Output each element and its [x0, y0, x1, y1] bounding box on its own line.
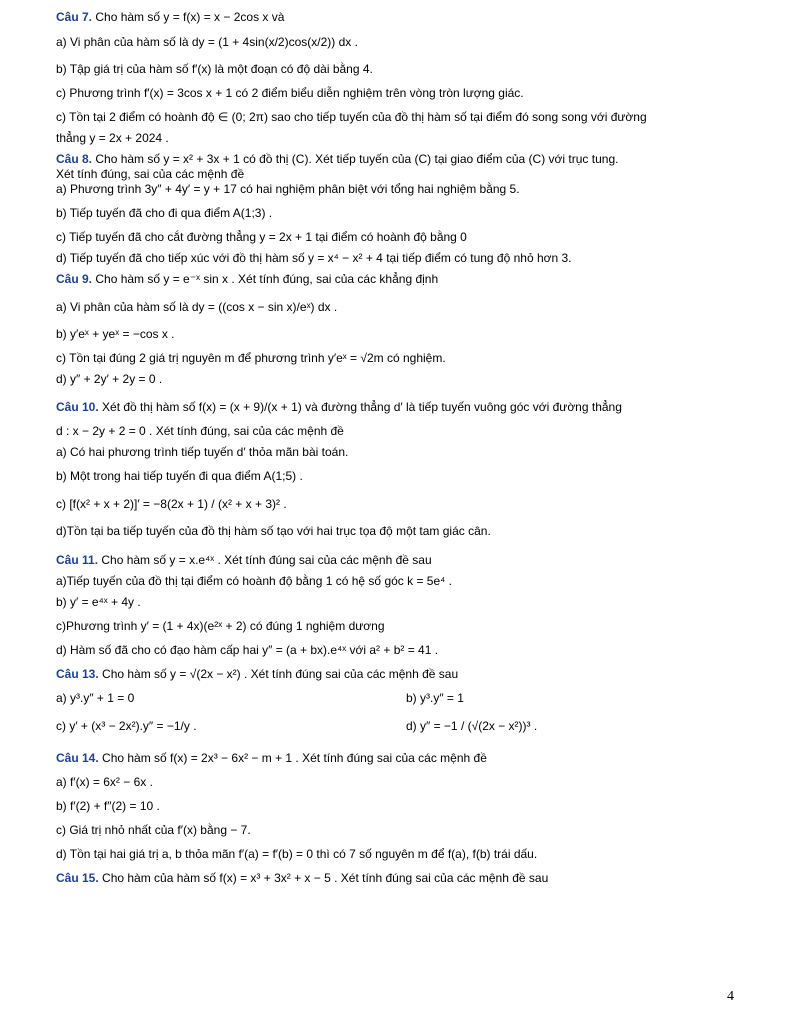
- q13-row2: [56, 715, 746, 737]
- q14-label: Câu 14.: [56, 751, 99, 765]
- q8-d: d) Tiếp tuyến đã cho tiếp xúc với đồ thị hàm số y = x⁴ − x² + 4 tại tiếp điểm có tung độ nhỏ hơn 3.: [56, 251, 572, 265]
- page-number: 4: [727, 989, 734, 1004]
- q13-a: a) y³.y″ + 1 = 0: [56, 691, 135, 705]
- q7-label: Câu 7.: [56, 10, 93, 24]
- q10-b: b) Một trong hai tiếp tuyến đi qua điểm A(1;5) .: [56, 469, 303, 483]
- q9-stem: Câu 9. Cho hàm số y = e⁻ˣ sin x . Xét tính đúng, sai của các khẳng định: [56, 272, 439, 286]
- q7-c2: c) Tồn tại 2 điểm có hoành độ ∈ (0; 2π) sao cho tiếp tuyến của đồ thị hàm số tại điểm đó song song với đường: [56, 110, 647, 124]
- q11-d: d) Hàm số đã cho có đạo hàm cấp hai y″ = (a + bx).e⁴ˣ với a² + b² = 41 .: [56, 643, 439, 657]
- q11-b: b) y′ = e⁴ˣ + 4y .: [56, 595, 141, 609]
- q8-b: b) Tiếp tuyến đã cho đi qua điểm A(1;3) .: [56, 206, 273, 220]
- q9-b: b) y′eˣ + yeˣ = −cos x .: [56, 327, 175, 341]
- q14-c: c) Giá trị nhỏ nhất của f′(x) bằng − 7.: [56, 823, 251, 837]
- q13-b: b) y³.y″ = 1: [406, 691, 464, 705]
- q13-row1: [56, 691, 746, 706]
- q7-c2-cont: thẳng y = 2x + 2024 .: [56, 131, 169, 145]
- q14-d: d) Tồn tại hai giá trị a, b thỏa mãn f′(a) = f′(b) = 0 thì có 7 số nguyên m để f(a), f(b) trái dấu.: [56, 847, 538, 861]
- q11-c: c)Phương trình y′ = (1 + 4x)(e²ˣ + 2) có đúng 1 nghiệm dương: [56, 619, 385, 633]
- q9-c: c) Tồn tại đúng 2 giá trị nguyên m để phương trình y′eˣ = √2m có nghiệm.: [56, 351, 446, 365]
- q11-label: Câu 11.: [56, 553, 99, 567]
- q7-stem: Câu 7. Cho hàm số y = f(x) = x − 2cos x và: [56, 10, 285, 24]
- q13-label: Câu 13.: [56, 667, 99, 681]
- q8-stem: Câu 8. Cho hàm số y = x² + 3x + 1 có đồ thị (C). Xét tiếp tuyến của (C) tại giao điểm của (C) với trục tung.: [56, 152, 619, 166]
- q8-label: Câu 8.: [56, 152, 93, 166]
- q9-a: a) Vi phân của hàm số là dy = ((cos x − sin x)/eˣ) dx .: [56, 300, 338, 314]
- q9-label: Câu 9.: [56, 272, 93, 286]
- q7-a: a) Vi phân của hàm số là dy = (1 + 4sin(x/2)cos(x/2)) dx .: [56, 35, 358, 49]
- q13-stem: Câu 13. Cho hàm số y = √(2x − x²) . Xét tính đúng sai của các mệnh đề sau: [56, 667, 459, 681]
- q15-stem: Câu 15. Cho hàm của hàm số f(x) = x³ + 3x² + x − 5 . Xét tính đúng sai của các mệnh đề sau: [56, 871, 549, 885]
- q14-b: b) f′(2) + f″(2) = 10 .: [56, 799, 160, 813]
- q7-c: c) Phương trình f′(x) = 3cos x + 1 có 2 điểm biểu diễn nghiệm trên vòng tròn lượng giác.: [56, 86, 524, 100]
- q10-line-d: d : x − 2y + 2 = 0 . Xét tính đúng, sai của các mệnh đề: [56, 424, 344, 438]
- q11-a: a)Tiếp tuyến của đồ thị tại điểm có hoành độ bằng 1 có hệ số góc k = 5e⁴ .: [56, 574, 452, 588]
- q9-d: d) y″ + 2y′ + 2y = 0 .: [56, 372, 163, 386]
- q7-b: b) Tập giá trị của hàm số f′(x) là một đoạn có độ dài bằng 4.: [56, 62, 373, 76]
- q13-d: d) y″ = −1 / (√(2x − x²))³ .: [406, 719, 538, 733]
- q15-label: Câu 15.: [56, 871, 99, 885]
- q11-stem: Câu 11. Cho hàm số y = x.e⁴ˣ . Xét tính đúng sai của các mệnh đề sau: [56, 553, 432, 567]
- q10-c: c) [f(x² + x + 2)]′ = −8(2x + 1) / (x² + x + 3)² .: [56, 497, 287, 511]
- document-page: [56, 10, 746, 886]
- q10-a: a) Có hai phương trình tiếp tuyến d′ thỏa mãn bài toán.: [56, 445, 349, 459]
- q8-a: a) Phương trình 3y″ + 4y′ = y + 17 có hai nghiệm phân biệt với tổng hai nghiệm bằng 5.: [56, 182, 520, 196]
- q13-c: c) y′ + (x³ − 2x²).y″ = −1/y .: [56, 719, 197, 733]
- q10-label: Câu 10.: [56, 400, 99, 414]
- q14-stem: Câu 14. Cho hàm số f(x) = 2x³ − 6x² − m + 1 . Xét tính đúng sai của các mệnh đề: [56, 751, 487, 765]
- q14-a: a) f′(x) = 6x² − 6x .: [56, 775, 153, 789]
- q8-instruction: Xét tính đúng, sai của các mệnh đề: [56, 167, 245, 181]
- q10-stem: Câu 10. Xét đồ thị hàm số f(x) = (x + 9)/(x + 1) và đường thẳng d′ là tiếp tuyến vuông góc với đường thẳng: [56, 400, 622, 414]
- q10-d: d)Tồn tại ba tiếp tuyến của đồ thị hàm số tạo với hai trục tọa độ một tam giác cân.: [56, 524, 491, 538]
- q8-c: c) Tiếp tuyến đã cho cắt đường thẳng y = 2x + 1 tại điểm có hoành độ bằng 0: [56, 230, 467, 244]
